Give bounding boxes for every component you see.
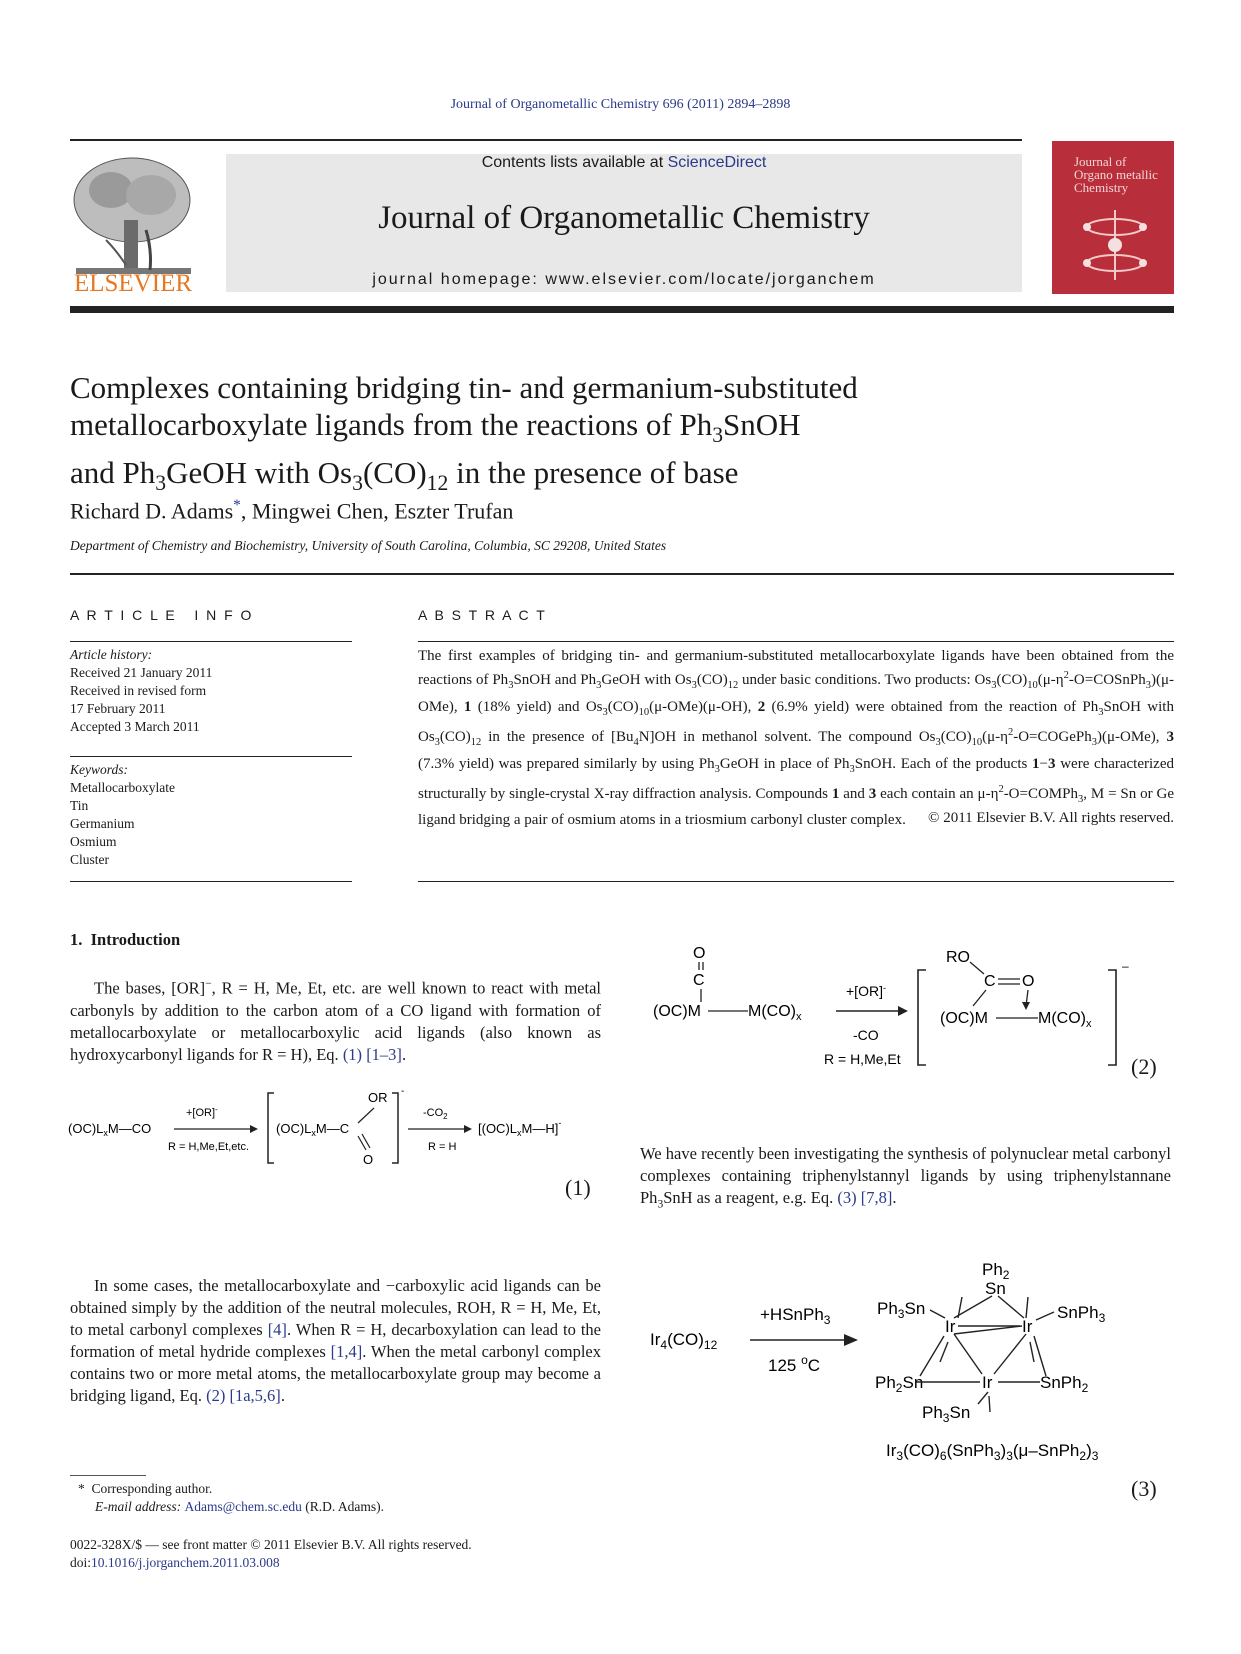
corresponding-author-star[interactable]: * <box>233 497 241 514</box>
eq2-reactant-left: (OC)M <box>653 1003 701 1020</box>
title-line-1: Complexes containing bridging tin- and germanium-substituted <box>70 370 858 405</box>
eq3-caption: $Ir_3(CO)_6(SnPh_3)_3(\mu-SnPh_2)_3$ <box>886 1441 1099 1463</box>
doi-link[interactable]: 10.1016/j.jorganchem.2011.03.008 <box>91 1555 280 1570</box>
equation-1-number: (1) <box>565 1175 591 1200</box>
eq2-c: C <box>984 973 996 990</box>
ref-7-8-link[interactable]: [7,8] <box>860 1188 893 1207</box>
affiliation-rule <box>70 573 1174 575</box>
eq-1-link[interactable]: (1) <box>342 1044 363 1064</box>
eq3-reagent: +HSnPh$_3$ <box>760 1305 831 1327</box>
abstract-bottom-rule <box>418 881 1174 882</box>
title-line-3: and $Ph_3GeOH$ with $Os_3(CO)_{12}$ in the presence of base <box>70 455 739 496</box>
eq1-condition: R = H,Me,Et,etc. <box>168 1141 249 1153</box>
keyword-item: Germanium <box>70 816 135 831</box>
header-thick-rule <box>70 306 1174 313</box>
eq3-reactant: $Ir_4(CO)_{12}$ <box>650 1330 718 1352</box>
history-label: Article history: <box>70 647 153 662</box>
journal-homepage[interactable]: journal homepage: www.elsevier.com/locate/jorganchem <box>372 271 876 288</box>
journal-title: Journal of Organometallic Chemistry <box>378 200 870 236</box>
eq3-ph3sn-bottom: $Ph_3Sn$ <box>922 1403 971 1425</box>
keyword-item: Metallocarboxylate <box>70 780 175 795</box>
eq2-reactant-right: $M(CO)_x$ <box>748 1003 802 1023</box>
equation-3-scheme <box>648 1252 1148 1472</box>
author-list: Richard D. Adams*, Mingwei Chen, Eszter Trufan <box>70 497 514 524</box>
eq2-o1: O <box>693 945 706 962</box>
sciencedirect-link[interactable]: ScienceDirect <box>667 154 767 171</box>
journal-header-banner <box>226 154 1022 292</box>
eq1-or-label: OR <box>368 1090 388 1105</box>
article-info-bottom-rule <box>70 881 352 882</box>
section-heading-introduction: 1. Introduction <box>70 930 181 949</box>
abstract-body: The first examples of bridging tin- and germanium-substituted metallocarboxylate ligands have been obtained from the reactions of $Ph_3SnOH$ and $Ph_3GeOH$ with $Os_3(CO)_{12}$ under basic conditions. Two products: $Os_3(CO)_{10}(\mu-\eta^2-O=COSnPh_3)(\mu-OMe)$, 1 (18% yield) and $Os_3(CO)_{10}(\mu-OMe)(\mu-OH)$, 2 (6.9% yield) were obtained from the reaction of $Ph_3SnOH$ with $Os_3(CO)_{12}$ in the presence of $[Bu_4N]OH$ in methanol solvent. The compound $Os_3(CO)_{10}(\mu-\eta^2-O=COGePh_3)(\mu-OMe)$, 3 (7.3% yield) was prepared similarly by using $Ph_3GeOH$ in place of $Ph_3SnOH$. Each of the products 1−3 were characterized structurally by single-crystal X-ray diffraction analysis. Compounds 1 and 3 each contain an $\mu-\eta^2-O=COMPh_3$, M = Sn or Ge ligand bridging a pair of osmium atoms in a triosmium carbonyl cluster complex. <box>418 648 1175 829</box>
cover-molecule-icon <box>1070 205 1160 285</box>
keyword-item: Osmium <box>70 834 117 849</box>
keyword-item: Tin <box>70 798 89 813</box>
history-accepted: Accepted 3 March 2011 <box>70 719 200 734</box>
keywords <box>70 761 175 869</box>
eq3-snph3-right: SnPh$_3$ <box>1057 1303 1106 1325</box>
eq1-reagent: +[OR]- <box>186 1105 218 1119</box>
equation-2-scheme <box>648 940 1148 1075</box>
eq1-reactant: $(OC)L_xM—CO$ <box>68 1121 152 1138</box>
eq1-cond2: R = H <box>428 1141 457 1153</box>
eq1-product: $[(OC)L_xM—H]^-$ <box>478 1118 562 1138</box>
doi-line: doi:10.1016/j.jorganchem.2011.03.008 <box>70 1555 280 1570</box>
article-history <box>70 646 212 736</box>
eq2-condition: R = H,Me,Et <box>824 1051 901 1067</box>
eq-2-link[interactable]: (2) <box>206 1386 226 1405</box>
eq1-mid: $(OC)L_xM—C$ <box>276 1121 350 1138</box>
footnote-rule <box>70 1475 146 1476</box>
equation-3-number: (3) <box>1131 1476 1157 1501</box>
equation-2-drawing <box>648 940 1148 1075</box>
email-link[interactable]: Adams@chem.sc.edu <box>184 1499 302 1514</box>
eq1-o-label: O <box>363 1152 374 1167</box>
eq2-reagent: +[OR]- <box>846 983 886 999</box>
eq3-ph2sn: $Ph_2Sn$ <box>875 1373 924 1395</box>
equation-1-scheme <box>68 1088 608 1168</box>
cover-title: Journal of Organo metallic Chemistry <box>1074 154 1158 195</box>
eq2-ro: RO <box>946 949 970 966</box>
journal-cover <box>1052 141 1174 294</box>
eq3-ir-right: Ir <box>1022 1317 1033 1336</box>
equation-2-number: (2) <box>1131 1054 1157 1079</box>
keywords-label: Keywords: <box>70 762 128 777</box>
title-line-2: metallocarboxylate ligands from the reactions of $Ph_3SnOH$ <box>70 407 801 448</box>
history-received: Received 21 January 2011 <box>70 665 213 680</box>
eq3-ph2: $Ph_2$ <box>982 1260 1010 1282</box>
article-title <box>70 369 1170 502</box>
equation-1-drawing <box>68 1088 608 1168</box>
footnote-corresponding: * Corresponding author. <box>78 1481 213 1496</box>
elsevier-logo <box>66 150 200 300</box>
eq-3-link[interactable]: (3) <box>837 1188 857 1207</box>
article-info-rule <box>70 641 352 642</box>
history-revised: Received in revised form <box>70 683 207 698</box>
contents-line: Contents lists available at ScienceDirect <box>481 154 767 171</box>
eq2-prod-right: $M(CO)_x$ <box>1038 1010 1092 1030</box>
eq1-step2: $-CO_2$ <box>423 1107 448 1121</box>
eq2-charge: – <box>1122 959 1129 973</box>
footnote-star: * <box>78 1481 85 1496</box>
footnote-email: E-mail address: Adams@chem.sc.edu (R.D. Adams). <box>95 1499 385 1514</box>
abstract-rule <box>418 641 1174 642</box>
abstract-copyright: © 2011 Elsevier B.V. All rights reserved. <box>928 810 1174 826</box>
eq2-loss: -CO <box>853 1027 879 1043</box>
keyword-item: Cluster <box>70 852 109 867</box>
eq3-ph3sn-left: $Ph_3Sn$ <box>877 1299 926 1321</box>
eq2-o: O <box>1022 973 1035 990</box>
eq3-sn-top: Sn <box>985 1279 1006 1298</box>
ref-1-4-link[interactable]: [1,4] <box>330 1342 363 1361</box>
abstract-heading: A B S T R A C T <box>418 607 547 623</box>
history-revised-date: 17 February 2011 <box>70 701 166 716</box>
article-info-heading: A R T I C L E I N F O <box>70 607 254 623</box>
eq2-prod-left: (OC)M <box>940 1010 988 1027</box>
affiliation: Department of Chemistry and Biochemistry, University of South Carolina, Columbia, SC 29208, United States <box>70 538 667 553</box>
author-adams: Richard D. Adams <box>70 498 234 524</box>
eq3-ir-bottom: Ir <box>982 1373 993 1392</box>
equation-3-drawing <box>648 1252 1148 1472</box>
intro-paragraph-3: In some cases, the metallocarboxylate and −carboxylic acid ligands can be obtained simply by the addition of the neutral molecules, ROH, R = H, Me, Et, to metal carbonyl complexes [4]. When R = H, decarboxylation can lead to the formation of metal hydride complexes [1,4]. When the metal carbonyl complex contains two or more metal atoms, the metallocarboxylate group may become a bridging ligand, Eq. (2) [1a,5,6]. <box>70 1276 601 1405</box>
header-top-rule <box>70 139 1022 141</box>
eq3-bonds <box>916 1296 1054 1412</box>
eq3-ir-left: Ir <box>945 1317 956 1336</box>
eq1-charge: - <box>401 1088 405 1097</box>
ref-1a-5-6-link[interactable]: [1a,5,6] <box>229 1386 281 1405</box>
elsevier-wordmark: ELSEVIER <box>73 270 193 297</box>
keywords-rule <box>70 756 352 757</box>
journal-reference[interactable]: Journal of Organometallic Chemistry 696 (2011) 2894–2898 <box>450 97 791 112</box>
ref-1-3-link[interactable]: [1–3] <box>366 1044 402 1064</box>
intro-paragraph-1: The bases, [OR]−, R = H, Me, Et, etc. are well known to react with metal carbonyls by addition to the carbon atom of a CO ligand with formation of metallocarboxylate or metallocarboxylic acid ligands (also known as hydroxycarbonyl ligands for R = H), Eq. (1) [1–3]. <box>70 978 601 1064</box>
eq2-c1: C <box>693 972 705 989</box>
intro-paragraph-2: We have recently been investigating the synthesis of polynuclear metal carbonyl complexes containing triphenylstannyl ligands by using triphenylstannane $Ph_3SnH$ as a reagent, e.g. Eq. (3) [7,8]. <box>640 1144 1171 1211</box>
issn-line: 0022-328X/$ — see front matter © 2011 Elsevier B.V. All rights reserved. <box>70 1537 472 1552</box>
ref-4-link[interactable]: [4] <box>267 1320 287 1339</box>
eq3-snph2: SnPh$_2$ <box>1040 1373 1089 1395</box>
eq3-temp: 125 $^o$C <box>768 1353 821 1375</box>
